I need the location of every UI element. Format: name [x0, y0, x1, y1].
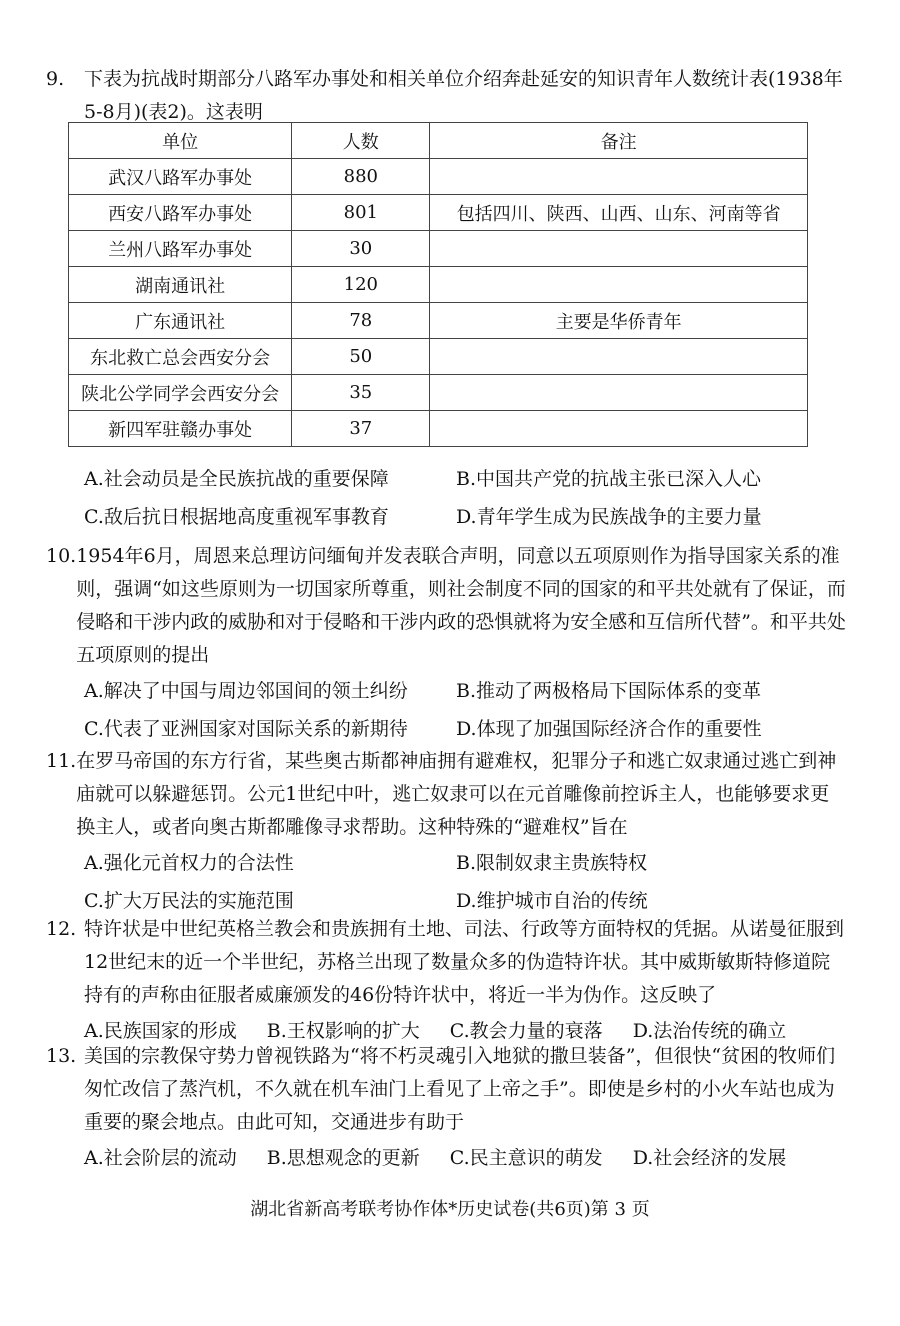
question-number: 9. — [46, 68, 65, 90]
page-footer: 湖北省新高考联考协作体*历史试卷(共6页)第 3 页 — [250, 1199, 650, 1220]
table-cell-count: 35 — [292, 375, 430, 411]
table-cell-unit: 新四军驻赣办事处 — [69, 411, 292, 447]
options-grid — [84, 460, 846, 536]
option-a: A.民族国家的形成 — [84, 1020, 237, 1042]
option-b: B.中国共产党的抗战主张已深入人心 — [456, 468, 762, 490]
table-row — [69, 375, 808, 411]
table-header-unit: 单位 — [69, 123, 292, 159]
table-cell-count: 50 — [292, 339, 430, 375]
table-cell-unit: 西安八路军办事处 — [69, 195, 292, 231]
table-cell-count: 78 — [292, 303, 430, 339]
table-header-row — [69, 123, 808, 159]
option-d: D.体现了加强国际经济合作的重要性 — [456, 718, 762, 740]
option-a: A.社会阶层的流动 — [84, 1147, 237, 1169]
question-9 — [46, 63, 846, 129]
table-header-count: 人数 — [292, 123, 430, 159]
table-row — [69, 411, 808, 447]
option-b: B.推动了两极格局下国际体系的变革 — [456, 680, 762, 702]
question-10 — [46, 540, 846, 748]
table-row — [69, 303, 808, 339]
question-text: 1954年6月，周恩来总理访问缅甸并发表联合声明，同意以五项原则作为指导国家关系的准则，强调“如这些原则为一切国家所尊重，则社会制度不同的国家的和平共处就有了保证，而侵略和干涉内政的威胁和对于侵略和干涉内政的恐惧就将为安全感和互信所代替”。和平共处五项原则的提出 — [76, 545, 846, 666]
option-a: A.解决了中国与周边邻国间的领土纠纷 — [84, 680, 408, 702]
question-text: 下表为抗战时期部分八路军办事处和相关单位介绍奔赴延安的知识青年人数统计表(1938年5-8月)(表2)。这表明 — [84, 68, 843, 123]
table-cell-unit: 广东通讯社 — [69, 303, 292, 339]
table-cell-unit: 陕北公学同学会西安分会 — [69, 375, 292, 411]
question-9-options — [46, 460, 846, 536]
table-cell-count: 120 — [292, 267, 430, 303]
table-row — [69, 339, 808, 375]
question-11 — [46, 745, 846, 920]
options-grid — [84, 672, 846, 748]
question-stem — [46, 913, 846, 1012]
options-row — [84, 1139, 846, 1177]
table-cell-note — [430, 231, 808, 267]
option-d: D.社会经济的发展 — [632, 1147, 787, 1169]
option-b: B.王权影响的扩大 — [266, 1020, 420, 1042]
table-cell-unit: 东北救亡总会西安分会 — [69, 339, 292, 375]
question-number: 11. — [46, 750, 77, 772]
table-row — [69, 231, 808, 267]
data-table — [68, 122, 808, 447]
table-cell-count: 37 — [292, 411, 430, 447]
option-a: A.社会动员是全民族抗战的重要保障 — [84, 468, 389, 490]
table-cell-note: 主要是华侨青年 — [430, 303, 808, 339]
table-cell-unit: 武汉八路军办事处 — [69, 159, 292, 195]
option-d: D.法治传统的确立 — [632, 1020, 787, 1042]
table-row — [69, 267, 808, 303]
table-cell-note: 包括四川、陕西、山西、山东、河南等省 — [430, 195, 808, 231]
question-text: 特许状是中世纪英格兰教会和贵族拥有土地、司法、行政等方面特权的凭据。从诺曼征服到12世纪末的近一个半世纪，苏格兰出现了数量众多的伪造特许状。其中威斯敏斯特修道院持有的声称由征服者威廉颁发的46份特许状中，将近一半为伪作。这反映了 — [84, 918, 845, 1006]
option-c: C.敌后抗日根据地高度重视军事教育 — [84, 506, 389, 528]
question-stem — [46, 745, 846, 844]
question-stem — [46, 540, 846, 672]
question-number: 12. — [46, 918, 77, 940]
table-cell-note — [430, 267, 808, 303]
table-cell-count: 801 — [292, 195, 430, 231]
option-d: D.青年学生成为民族战争的主要力量 — [456, 506, 762, 528]
option-a: A.强化元首权力的合法性 — [84, 852, 294, 874]
question-text: 在罗马帝国的东方行省，某些奥古斯都神庙拥有避难权，犯罪分子和逃亡奴隶通过逃亡到神庙就可以躲避惩罚。公元1世纪中叶，逃亡奴隶可以在元首雕像前控诉主人，也能够要求更换主人，或者向奥古斯都雕像寻求帮助。这种特殊的“避难权”旨在 — [76, 750, 837, 838]
table-cell-note — [430, 375, 808, 411]
table-cell-count: 30 — [292, 231, 430, 267]
question-stem — [46, 63, 846, 129]
question-number: 13. — [46, 1045, 77, 1067]
table-header-note: 备注 — [430, 123, 808, 159]
table-row — [69, 195, 808, 231]
table-cell-note — [430, 339, 808, 375]
table-cell-unit: 湖南通讯社 — [69, 267, 292, 303]
option-c: C.民主意识的萌发 — [449, 1147, 603, 1169]
option-b: B.思想观念的更新 — [266, 1147, 420, 1169]
question-text: 美国的宗教保守势力曾视铁路为“将不朽灵魂引入地狱的撒旦装备”，但很快“贫困的牧师们匆忙改信了蒸汽机，不久就在机车油门上看见了上帝之手”。即使是乡村的小火车站也成为重要的聚会地点。由此可知，交通进步有助于 — [84, 1045, 836, 1133]
options-grid — [84, 844, 846, 920]
option-b: B.限制奴隶主贵族特权 — [456, 852, 648, 874]
option-d: D.维护城市自治的传统 — [456, 890, 648, 912]
question-stem — [46, 1040, 846, 1139]
question-12 — [46, 913, 846, 1050]
table-cell-count: 880 — [292, 159, 430, 195]
question-number: 10. — [46, 545, 77, 567]
option-c: C.代表了亚洲国家对国际关系的新期待 — [84, 718, 408, 740]
table-cell-note — [430, 411, 808, 447]
question-13 — [46, 1040, 846, 1177]
option-c: C.教会力量的衰落 — [449, 1020, 603, 1042]
table-row — [69, 159, 808, 195]
option-c: C.扩大万民法的实施范围 — [84, 890, 294, 912]
table-cell-note — [430, 159, 808, 195]
table-cell-unit: 兰州八路军办事处 — [69, 231, 292, 267]
